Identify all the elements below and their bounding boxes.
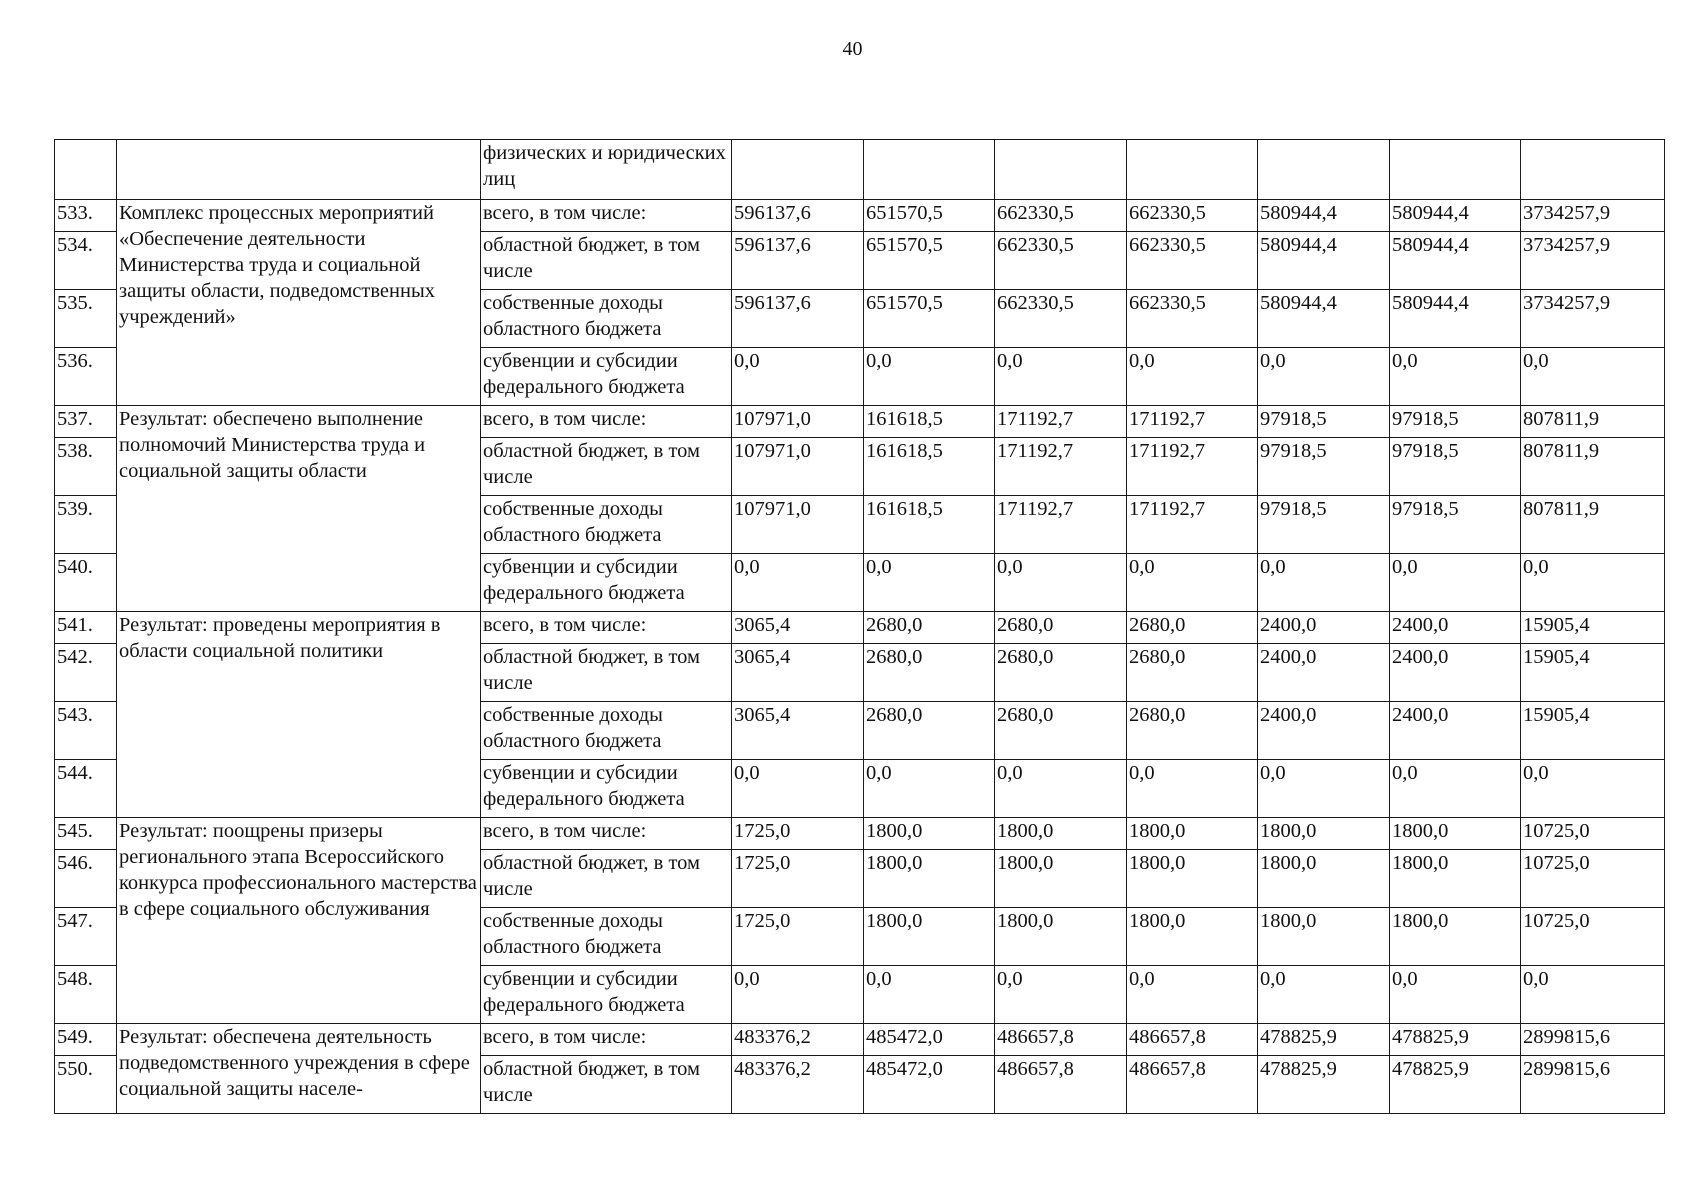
funding-source-cell: всего, в том числе: xyxy=(481,818,732,850)
value-cell: 486657,8 xyxy=(1127,1056,1258,1114)
funding-source-cell: собственные доходы областного бюджета xyxy=(481,908,732,966)
value-cell: 161618,5 xyxy=(864,496,995,554)
value-cell: 171192,7 xyxy=(1127,438,1258,496)
value-cell: 15905,4 xyxy=(1521,702,1665,760)
value-cell: 1800,0 xyxy=(1127,818,1258,850)
value-cell: 651570,5 xyxy=(864,232,995,290)
value-cell: 10725,0 xyxy=(1521,818,1665,850)
value-cell: 2680,0 xyxy=(995,702,1127,760)
row-number-cell: 546. xyxy=(55,850,117,908)
row-number-cell: 548. xyxy=(55,966,117,1024)
row-number-cell: 535. xyxy=(55,290,117,348)
value-cell: 0,0 xyxy=(1390,966,1521,1024)
value-cell: 0,0 xyxy=(1258,348,1390,406)
value-cell: 1800,0 xyxy=(995,850,1127,908)
value-cell: 1800,0 xyxy=(995,818,1127,850)
funding-source-cell: субвенции и субсидии федерального бюджета xyxy=(481,554,732,612)
value-cell: 1800,0 xyxy=(1390,850,1521,908)
value-cell: 580944,4 xyxy=(1258,232,1390,290)
table-row xyxy=(55,140,1665,200)
funding-source-cell: областной бюджет, в том числе xyxy=(481,232,732,290)
value-cell: 171192,7 xyxy=(995,496,1127,554)
value-cell: 1800,0 xyxy=(1390,908,1521,966)
value-cell: 0,0 xyxy=(1127,760,1258,818)
value-cell: 0,0 xyxy=(864,760,995,818)
value-cell: 0,0 xyxy=(732,966,864,1024)
funding-source-cell: всего, в том числе: xyxy=(481,1024,732,1056)
value-cell: 486657,8 xyxy=(995,1024,1127,1056)
value-cell xyxy=(732,140,864,200)
budget-table-body xyxy=(55,140,1665,1114)
value-cell: 580944,4 xyxy=(1390,290,1521,348)
description-cell: Результат: проведены мероприятия в области социальной политики xyxy=(117,612,481,818)
value-cell: 580944,4 xyxy=(1258,200,1390,232)
value-cell: 2400,0 xyxy=(1258,612,1390,644)
value-cell: 662330,5 xyxy=(995,232,1127,290)
value-cell xyxy=(1127,140,1258,200)
value-cell: 2400,0 xyxy=(1258,644,1390,702)
value-cell: 1725,0 xyxy=(732,850,864,908)
value-cell: 1800,0 xyxy=(1258,908,1390,966)
value-cell: 580944,4 xyxy=(1258,290,1390,348)
value-cell: 3065,4 xyxy=(732,644,864,702)
value-cell: 97918,5 xyxy=(1258,496,1390,554)
funding-source-cell: всего, в том числе: xyxy=(481,406,732,438)
value-cell: 662330,5 xyxy=(995,200,1127,232)
value-cell xyxy=(995,140,1127,200)
funding-source-cell: субвенции и субсидии федерального бюджета xyxy=(481,348,732,406)
value-cell: 2680,0 xyxy=(864,702,995,760)
value-cell: 10725,0 xyxy=(1521,850,1665,908)
value-cell: 807811,9 xyxy=(1521,406,1665,438)
row-number-cell: 547. xyxy=(55,908,117,966)
value-cell: 10725,0 xyxy=(1521,908,1665,966)
value-cell: 0,0 xyxy=(864,966,995,1024)
value-cell: 97918,5 xyxy=(1258,406,1390,438)
value-cell: 171192,7 xyxy=(995,438,1127,496)
funding-source-cell: областной бюджет, в том числе xyxy=(481,438,732,496)
value-cell: 107971,0 xyxy=(732,496,864,554)
value-cell: 161618,5 xyxy=(864,438,995,496)
value-cell: 2680,0 xyxy=(995,644,1127,702)
value-cell: 662330,5 xyxy=(1127,232,1258,290)
value-cell: 596137,6 xyxy=(732,290,864,348)
value-cell: 662330,5 xyxy=(1127,290,1258,348)
value-cell: 3734257,9 xyxy=(1521,232,1665,290)
value-cell: 0,0 xyxy=(864,554,995,612)
table-row xyxy=(55,1024,1665,1056)
row-number-cell: 544. xyxy=(55,760,117,818)
value-cell: 0,0 xyxy=(1258,554,1390,612)
value-cell: 651570,5 xyxy=(864,290,995,348)
value-cell: 0,0 xyxy=(1521,348,1665,406)
description-cell xyxy=(117,140,481,200)
value-cell: 107971,0 xyxy=(732,438,864,496)
row-number-cell: 540. xyxy=(55,554,117,612)
value-cell: 1800,0 xyxy=(1258,818,1390,850)
value-cell: 0,0 xyxy=(1390,760,1521,818)
row-number-cell: 533. xyxy=(55,200,117,232)
value-cell: 483376,2 xyxy=(732,1056,864,1114)
value-cell: 596137,6 xyxy=(732,232,864,290)
funding-source-cell: физических и юридических лиц xyxy=(481,140,732,200)
value-cell: 478825,9 xyxy=(1258,1056,1390,1114)
value-cell: 107971,0 xyxy=(732,406,864,438)
value-cell: 171192,7 xyxy=(995,406,1127,438)
row-number-cell: 541. xyxy=(55,612,117,644)
row-number-cell: 545. xyxy=(55,818,117,850)
value-cell: 2400,0 xyxy=(1390,612,1521,644)
value-cell: 171192,7 xyxy=(1127,496,1258,554)
value-cell: 662330,5 xyxy=(1127,200,1258,232)
funding-source-cell: всего, в том числе: xyxy=(481,612,732,644)
value-cell: 15905,4 xyxy=(1521,612,1665,644)
value-cell: 0,0 xyxy=(1258,760,1390,818)
row-number-cell: 539. xyxy=(55,496,117,554)
value-cell: 1800,0 xyxy=(995,908,1127,966)
table-row xyxy=(55,200,1665,232)
table-row xyxy=(55,406,1665,438)
value-cell xyxy=(1390,140,1521,200)
value-cell: 2680,0 xyxy=(864,644,995,702)
value-cell: 1800,0 xyxy=(1390,818,1521,850)
value-cell: 171192,7 xyxy=(1127,406,1258,438)
value-cell: 2400,0 xyxy=(1258,702,1390,760)
value-cell: 2680,0 xyxy=(864,612,995,644)
value-cell: 486657,8 xyxy=(1127,1024,1258,1056)
value-cell: 596137,6 xyxy=(732,200,864,232)
value-cell: 1800,0 xyxy=(1258,850,1390,908)
value-cell: 807811,9 xyxy=(1521,438,1665,496)
value-cell: 0,0 xyxy=(1521,966,1665,1024)
value-cell: 3734257,9 xyxy=(1521,290,1665,348)
value-cell: 0,0 xyxy=(1390,348,1521,406)
row-number-cell xyxy=(55,140,117,200)
value-cell: 651570,5 xyxy=(864,200,995,232)
description-cell: Результат: поощрены призеры регионального этапа Всероссийского конкурса профессионального мастерства в сфере социального обслуживания xyxy=(117,818,481,1024)
funding-source-cell: областной бюджет, в том числе xyxy=(481,1056,732,1114)
funding-source-cell: областной бюджет, в том числе xyxy=(481,644,732,702)
value-cell: 97918,5 xyxy=(1390,496,1521,554)
funding-source-cell: областной бюджет, в том числе xyxy=(481,850,732,908)
value-cell: 0,0 xyxy=(732,760,864,818)
value-cell: 0,0 xyxy=(1127,554,1258,612)
budget-table xyxy=(54,139,1665,1114)
value-cell: 485472,0 xyxy=(864,1056,995,1114)
value-cell: 2680,0 xyxy=(1127,702,1258,760)
value-cell: 2680,0 xyxy=(1127,612,1258,644)
value-cell: 1725,0 xyxy=(732,818,864,850)
description-cell: Результат: обеспечена деятельность подведомственного учреждения в сфере социальной защиты населе- xyxy=(117,1024,481,1114)
value-cell: 478825,9 xyxy=(1390,1024,1521,1056)
value-cell: 3065,4 xyxy=(732,702,864,760)
value-cell: 0,0 xyxy=(995,760,1127,818)
value-cell: 486657,8 xyxy=(995,1056,1127,1114)
value-cell: 0,0 xyxy=(1521,554,1665,612)
description-cell: Комплекс процессных мероприятий «Обеспечение деятельности Министерства труда и социальной защиты области, подведомственных учреждений» xyxy=(117,200,481,406)
row-number-cell: 534. xyxy=(55,232,117,290)
table-row xyxy=(55,818,1665,850)
value-cell: 1800,0 xyxy=(864,908,995,966)
value-cell: 478825,9 xyxy=(1390,1056,1521,1114)
value-cell: 3065,4 xyxy=(732,612,864,644)
value-cell: 2899815,6 xyxy=(1521,1056,1665,1114)
value-cell: 1725,0 xyxy=(732,908,864,966)
value-cell: 662330,5 xyxy=(995,290,1127,348)
value-cell: 1800,0 xyxy=(1127,850,1258,908)
value-cell: 1800,0 xyxy=(864,850,995,908)
funding-source-cell: собственные доходы областного бюджета xyxy=(481,496,732,554)
row-number-cell: 550. xyxy=(55,1056,117,1114)
value-cell: 485472,0 xyxy=(864,1024,995,1056)
value-cell: 0,0 xyxy=(864,348,995,406)
value-cell: 0,0 xyxy=(995,554,1127,612)
value-cell: 2400,0 xyxy=(1390,644,1521,702)
page-number: 40 xyxy=(842,38,863,60)
value-cell: 0,0 xyxy=(732,348,864,406)
funding-source-cell: всего, в том числе: xyxy=(481,200,732,232)
value-cell xyxy=(1258,140,1390,200)
row-number-cell: 536. xyxy=(55,348,117,406)
value-cell: 0,0 xyxy=(1127,348,1258,406)
funding-source-cell: собственные доходы областного бюджета xyxy=(481,290,732,348)
row-number-cell: 543. xyxy=(55,702,117,760)
value-cell: 0,0 xyxy=(1127,966,1258,1024)
row-number-cell: 542. xyxy=(55,644,117,702)
value-cell: 580944,4 xyxy=(1390,232,1521,290)
value-cell: 161618,5 xyxy=(864,406,995,438)
value-cell: 2899815,6 xyxy=(1521,1024,1665,1056)
value-cell xyxy=(1521,140,1665,200)
row-number-cell: 538. xyxy=(55,438,117,496)
value-cell: 1800,0 xyxy=(1127,908,1258,966)
value-cell: 2680,0 xyxy=(995,612,1127,644)
value-cell: 0,0 xyxy=(1258,966,1390,1024)
value-cell: 97918,5 xyxy=(1258,438,1390,496)
row-number-cell: 537. xyxy=(55,406,117,438)
description-cell: Результат: обеспечено выполнение полномочий Министерства труда и социальной защиты области xyxy=(117,406,481,612)
value-cell: 807811,9 xyxy=(1521,496,1665,554)
row-number-cell: 549. xyxy=(55,1024,117,1056)
table-row xyxy=(55,612,1665,644)
value-cell: 97918,5 xyxy=(1390,406,1521,438)
value-cell: 478825,9 xyxy=(1258,1024,1390,1056)
value-cell: 3734257,9 xyxy=(1521,200,1665,232)
value-cell: 0,0 xyxy=(732,554,864,612)
value-cell: 2400,0 xyxy=(1390,702,1521,760)
value-cell: 580944,4 xyxy=(1390,200,1521,232)
value-cell: 97918,5 xyxy=(1390,438,1521,496)
value-cell: 0,0 xyxy=(995,348,1127,406)
value-cell: 2680,0 xyxy=(1127,644,1258,702)
value-cell xyxy=(864,140,995,200)
value-cell: 483376,2 xyxy=(732,1024,864,1056)
funding-source-cell: субвенции и субсидии федерального бюджета xyxy=(481,966,732,1024)
funding-source-cell: субвенции и субсидии федерального бюджета xyxy=(481,760,732,818)
value-cell: 0,0 xyxy=(1521,760,1665,818)
value-cell: 0,0 xyxy=(1390,554,1521,612)
value-cell: 1800,0 xyxy=(864,818,995,850)
value-cell: 0,0 xyxy=(995,966,1127,1024)
funding-source-cell: собственные доходы областного бюджета xyxy=(481,702,732,760)
value-cell: 15905,4 xyxy=(1521,644,1665,702)
